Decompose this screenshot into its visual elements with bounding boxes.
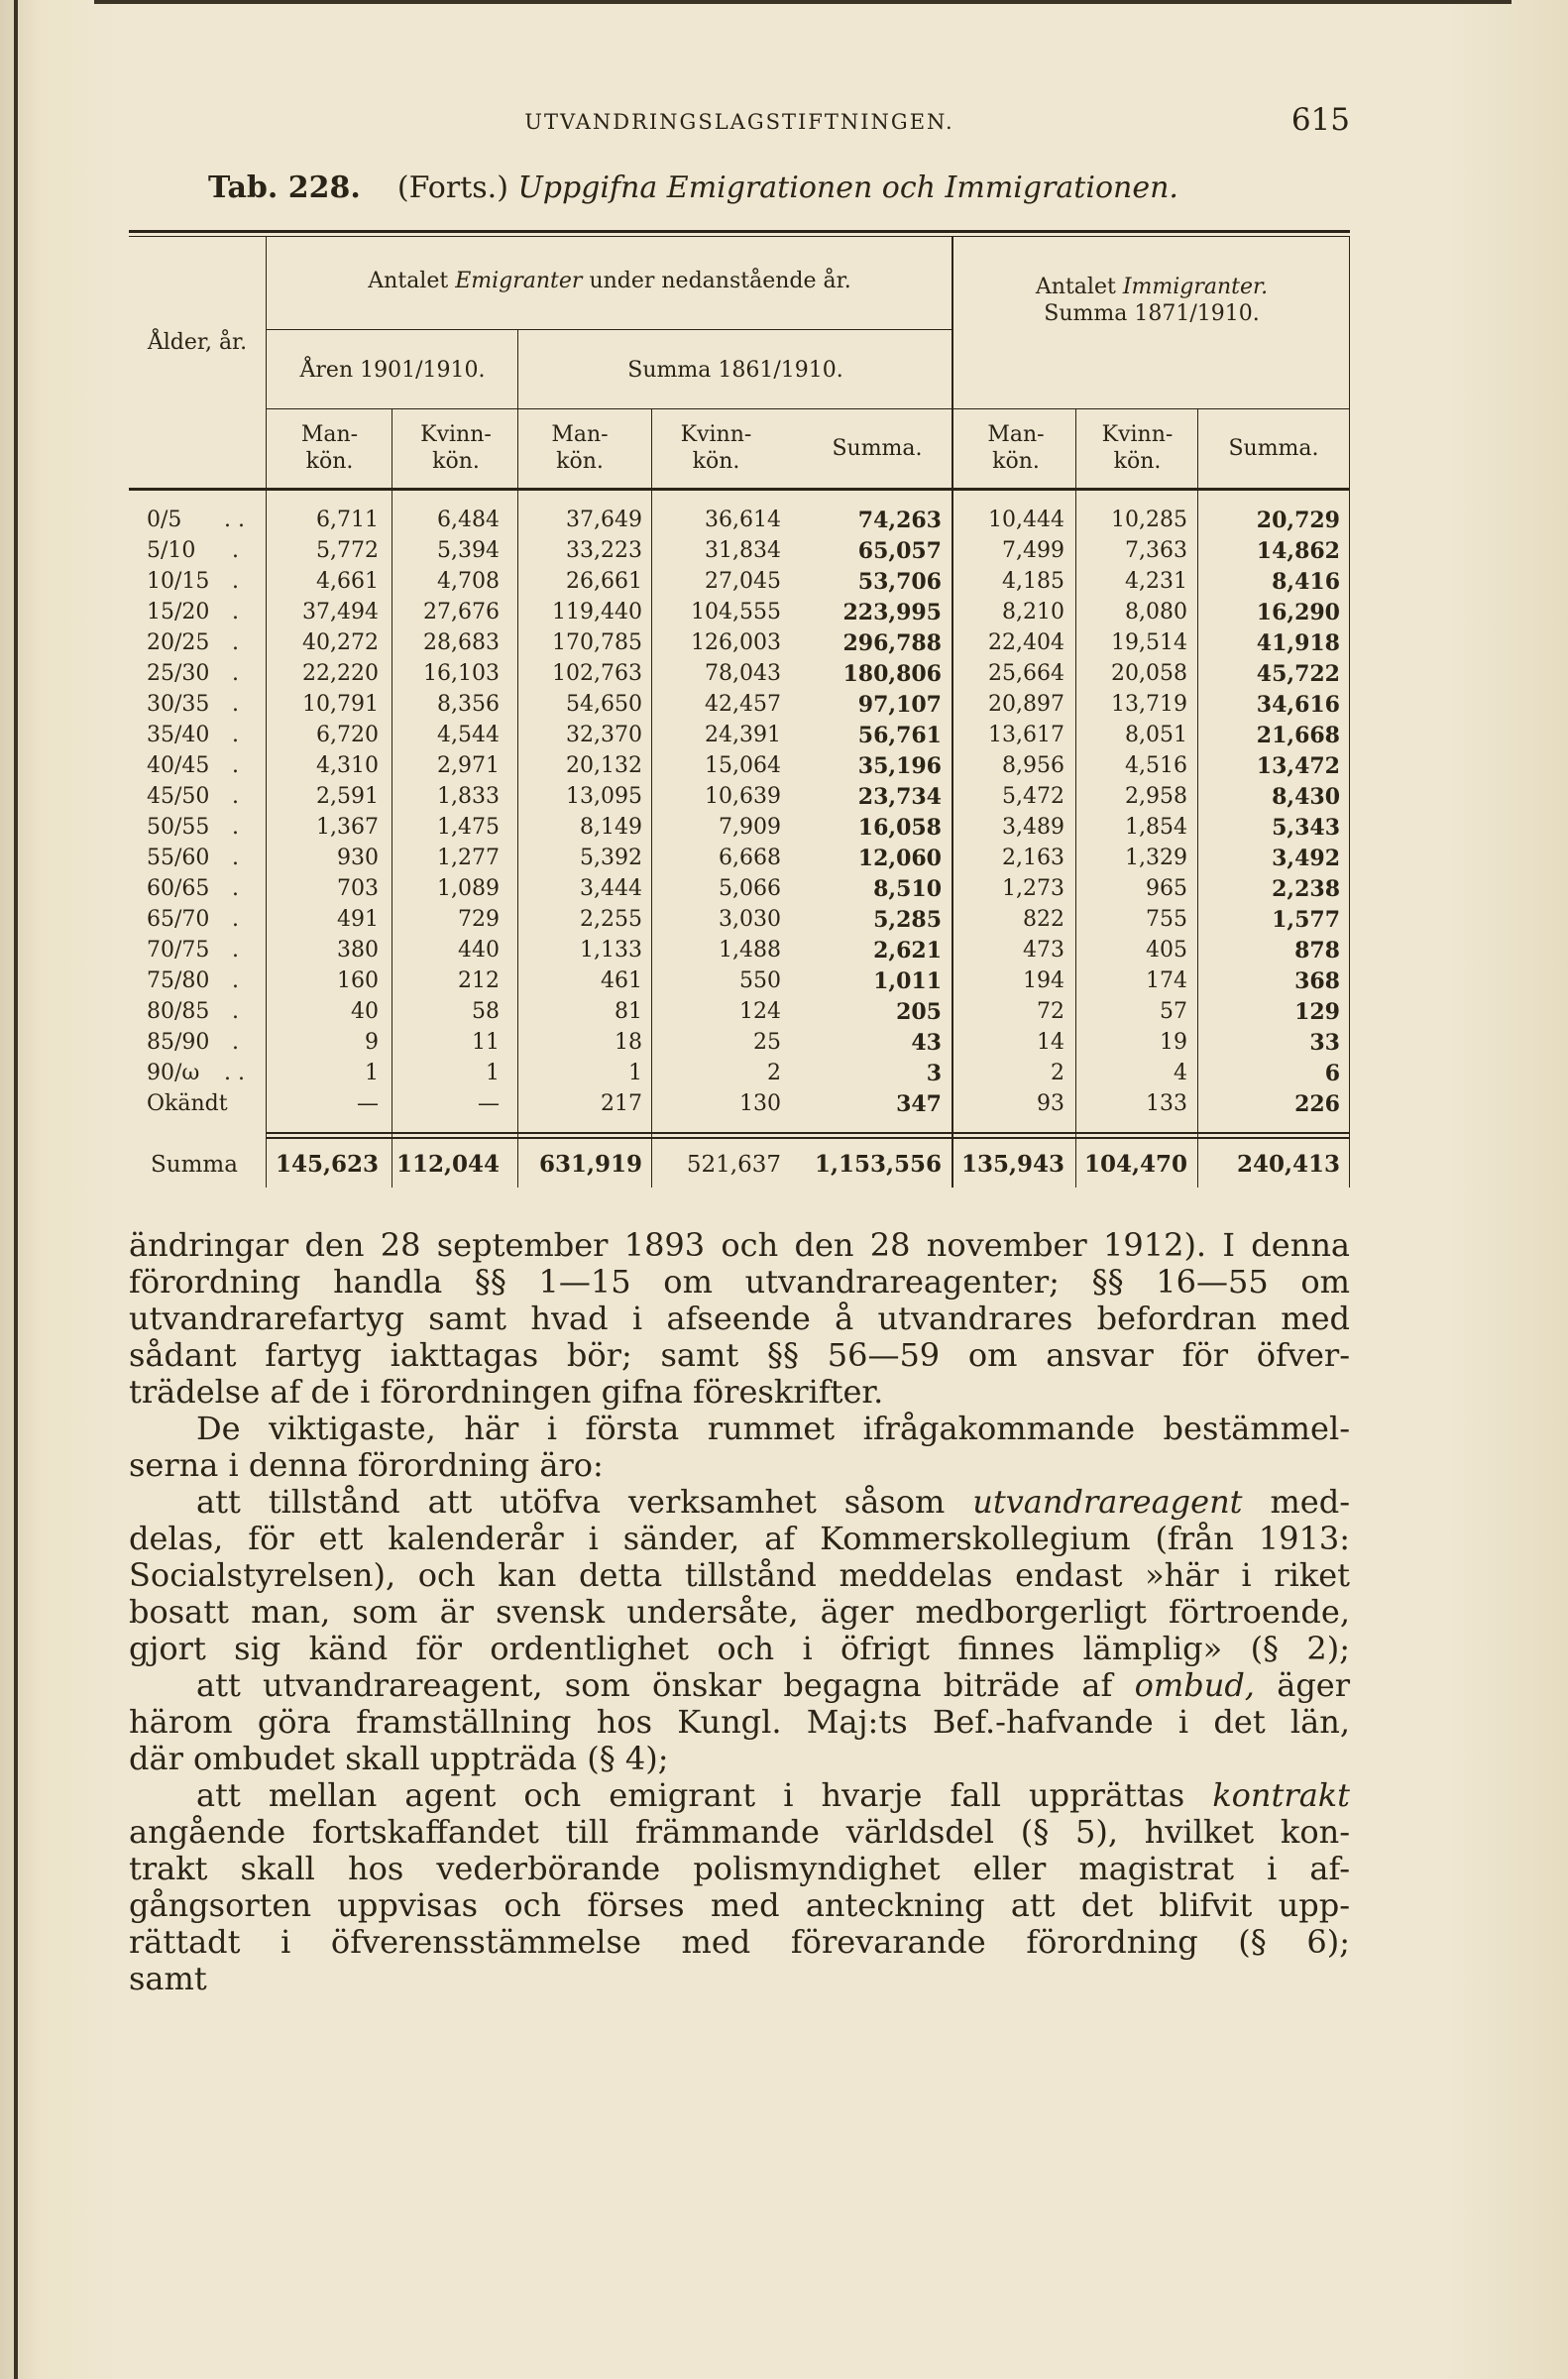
row-cell-e2m: 1,133 <box>580 938 642 963</box>
table-row <box>129 690 1350 720</box>
row-cell-e1m: 40 <box>351 999 379 1024</box>
row-age: 0/5 <box>147 508 182 532</box>
row-cell-is: 41,918 <box>1256 630 1340 656</box>
row-cell-e1k: 8,356 <box>437 692 500 717</box>
row-cell-is: 368 <box>1294 968 1340 994</box>
row-cell-im: 2 <box>1051 1061 1064 1085</box>
paragraph-1: ändringar den 28 september 1893 och den 28 november 1912). I denna förordning handla §§ 1—15 om utvandrareagenter; §§ 16—55 om utvandrarefartyg samt hvad i afseende å utvandrares befordran med sådant fartyg iakttagas bör; samt §§ 56—59 om ansvar för öfver- trädelse af de i förordningen gifna föreskrifter. <box>129 1226 1350 1411</box>
row-cell-e2k: 25 <box>753 1030 781 1055</box>
table-row <box>129 936 1350 965</box>
row-cell-e1m: 4,661 <box>316 569 379 594</box>
header-kvinn-1: Kvinn-kön. <box>420 422 492 474</box>
row-cell-e2m: 26,661 <box>566 569 642 594</box>
row-cell-is: 1,577 <box>1272 907 1340 933</box>
row-cell-e2s: 74,263 <box>857 508 942 533</box>
table-row <box>129 628 1350 658</box>
table-row <box>129 721 1350 750</box>
row-cell-ik: 405 <box>1146 938 1187 963</box>
row-cell-e2k: 5,066 <box>719 876 781 901</box>
row-leader-dots: . <box>232 753 239 778</box>
row-cell-e2m: 119,440 <box>552 600 642 624</box>
header-emigranter: Antalet Emigranter under nedanstående år. <box>368 269 851 293</box>
row-cell-e2k: 126,003 <box>691 630 781 655</box>
row-cell-im: 4,185 <box>1002 569 1064 594</box>
row-leader-dots: . <box>232 846 239 870</box>
row-cell-e1k: 440 <box>458 938 500 963</box>
header-man-1: Man-kön. <box>300 422 359 474</box>
row-age: 90/ω <box>147 1061 200 1085</box>
row-cell-ik: 4,516 <box>1125 753 1187 778</box>
row-cell-e2s: 8,510 <box>873 876 942 902</box>
row-cell-e1m: 22,220 <box>302 661 379 686</box>
row-cell-im: 1,273 <box>1002 876 1064 901</box>
row-age: 55/60 <box>147 846 210 870</box>
row-age: 10/15 <box>147 569 210 594</box>
row-cell-e1m: 5,772 <box>316 538 379 563</box>
row-leader-dots: . <box>232 1030 239 1055</box>
row-age: Okändt <box>147 1091 228 1116</box>
row-cell-e2s: 3 <box>926 1061 942 1086</box>
row-cell-e2k: 31,834 <box>705 538 781 563</box>
caption-title: Uppgifna Emigrationen och Immigrationen. <box>517 170 1178 205</box>
row-cell-is: 878 <box>1294 938 1340 963</box>
row-cell-e1m: 380 <box>337 938 379 963</box>
row-cell-e2k: 2 <box>767 1061 781 1085</box>
row-cell-e1m: 491 <box>337 907 379 932</box>
header-years-1901: Åren 1901/1910. <box>299 358 486 383</box>
row-age: 35/40 <box>147 723 210 747</box>
row-cell-e1k: 4,544 <box>437 723 500 747</box>
row-leader-dots: . <box>232 907 239 932</box>
table-row <box>129 813 1350 843</box>
table-row <box>129 598 1350 627</box>
row-cell-e1k: 6,484 <box>437 508 500 532</box>
row-cell-im: 10,444 <box>988 508 1064 532</box>
row-age: 45/50 <box>147 784 210 809</box>
row-cell-ik: 1,854 <box>1125 815 1187 840</box>
row-cell-e1k: 1,833 <box>437 784 500 809</box>
row-cell-e1m: 160 <box>337 968 379 993</box>
row-age: 60/65 <box>147 876 210 901</box>
header-summa-3: Summa. <box>1228 436 1319 461</box>
row-cell-e2m: 37,649 <box>566 508 642 532</box>
row-cell-e2k: 6,668 <box>719 846 781 870</box>
row-cell-e1m: 4,310 <box>316 753 379 778</box>
row-cell-ik: 8,080 <box>1125 600 1187 624</box>
row-leader-dots: . <box>232 692 239 717</box>
header-age: Ålder, år. <box>147 330 248 355</box>
row-cell-e2m: 18 <box>615 1030 642 1055</box>
row-leader-dots: . <box>232 999 239 1024</box>
row-cell-ik: 19 <box>1160 1030 1187 1055</box>
row-cell-ik: 965 <box>1146 876 1187 901</box>
row-cell-e2m: 170,785 <box>552 630 642 655</box>
row-cell-e1m: 2,591 <box>316 784 379 809</box>
row-cell-e2k: 1,488 <box>719 938 781 963</box>
row-cell-e1m: 1 <box>365 1061 379 1085</box>
running-head <box>129 102 1350 142</box>
total-e2k: 521,637 <box>686 1152 781 1178</box>
row-cell-e2m: 102,763 <box>552 661 642 686</box>
row-cell-e2k: 3,030 <box>719 907 781 932</box>
row-cell-e1k: 1 <box>486 1061 500 1085</box>
row-cell-e2k: 27,045 <box>705 569 781 594</box>
paragraph-2: De viktigaste, här i första rummet ifrågakommande bestämmel- serna i denna förordning äro: <box>129 1410 1350 1484</box>
table-row <box>129 966 1350 996</box>
row-cell-im: 93 <box>1037 1091 1064 1116</box>
header-immigranter: Antalet Immigranter. Summa 1871/1910. <box>1035 275 1269 326</box>
row-cell-e2s: 53,706 <box>857 569 942 595</box>
row-cell-is: 34,616 <box>1256 692 1340 718</box>
table-row <box>129 997 1350 1027</box>
row-cell-is: 6 <box>1324 1061 1340 1086</box>
row-cell-is: 45,722 <box>1256 661 1340 687</box>
row-cell-e2s: 23,734 <box>857 784 942 810</box>
row-cell-e2s: 296,788 <box>842 630 942 656</box>
header-kvinn-2: Kvinn-kön. <box>680 422 752 474</box>
row-cell-is: 13,472 <box>1256 753 1340 779</box>
row-cell-e1m: 37,494 <box>302 600 379 624</box>
row-cell-im: 20,897 <box>988 692 1064 717</box>
row-cell-e1m: 6,720 <box>316 723 379 747</box>
row-cell-e2s: 205 <box>896 999 942 1025</box>
row-cell-is: 3,492 <box>1272 846 1340 871</box>
row-cell-e2m: 32,370 <box>566 723 642 747</box>
total-im: 135,943 <box>960 1151 1064 1178</box>
row-cell-e2m: 54,650 <box>566 692 642 717</box>
row-cell-e2k: 130 <box>739 1091 781 1116</box>
row-cell-e1k: 5,394 <box>437 538 500 563</box>
row-cell-e1m: 9 <box>365 1030 379 1055</box>
row-cell-is: 226 <box>1294 1091 1340 1117</box>
row-age: 15/20 <box>147 600 210 624</box>
paragraph-4: att utvandrareagent, som önskar begagna biträde af ombud, äger härom göra framställning hos Kungl. Maj:ts Bef.-hafvande i det län, där ombudet skall uppträda (§ 4); <box>129 1666 1351 1777</box>
binding-edge <box>14 0 18 2379</box>
row-cell-e1m: 703 <box>337 876 379 901</box>
row-cell-e1m: 10,791 <box>302 692 379 717</box>
row-cell-ik: 19,514 <box>1111 630 1187 655</box>
row-cell-e2m: 81 <box>615 999 642 1024</box>
row-cell-ik: 2,958 <box>1125 784 1187 809</box>
row-cell-e2m: 5,392 <box>580 846 642 870</box>
row-cell-e1k: 58 <box>472 999 500 1024</box>
row-cell-ik: 57 <box>1160 999 1187 1024</box>
row-leader-dots: . <box>232 569 239 594</box>
row-leader-dots: . <box>232 538 239 563</box>
row-cell-e1k: 1,277 <box>437 846 500 870</box>
row-cell-ik: 1,329 <box>1125 846 1187 870</box>
row-cell-im: 8,956 <box>1002 753 1064 778</box>
row-age: 85/90 <box>147 1030 210 1055</box>
row-cell-im: 822 <box>1023 907 1064 932</box>
row-age: 5/10 <box>147 538 196 563</box>
row-leader-dots: . <box>232 661 239 686</box>
header-summa-2: Summa. <box>832 436 923 461</box>
table-row <box>129 1059 1350 1088</box>
row-cell-e2k: 78,043 <box>705 661 781 686</box>
row-cell-e1k: — <box>478 1091 500 1116</box>
row-cell-e2k: 104,555 <box>691 600 781 624</box>
row-cell-e2m: 8,149 <box>580 815 642 840</box>
row-cell-ik: 755 <box>1146 907 1187 932</box>
row-age: 25/30 <box>147 661 210 686</box>
row-cell-is: 14,862 <box>1256 538 1340 564</box>
total-e2s: 1,153,556 <box>814 1151 942 1178</box>
header-summa-1861: Summa 1861/1910. <box>627 358 843 383</box>
row-cell-ik: 174 <box>1146 968 1187 993</box>
row-cell-e2m: 217 <box>601 1091 642 1116</box>
row-cell-e1k: 212 <box>458 968 500 993</box>
row-cell-im: 2,163 <box>1002 846 1064 870</box>
table-row <box>129 905 1350 935</box>
header-kvinn-3: Kvinn-kön. <box>1101 422 1174 474</box>
row-cell-e2s: 43 <box>911 1030 942 1056</box>
row-cell-e1m: 930 <box>337 846 379 870</box>
body-text <box>129 1227 1350 1997</box>
row-cell-im: 25,664 <box>988 661 1064 686</box>
row-cell-is: 129 <box>1294 999 1340 1025</box>
row-cell-im: 72 <box>1037 999 1064 1024</box>
row-cell-e2m: 13,095 <box>566 784 642 809</box>
row-cell-e1k: 2,971 <box>437 753 500 778</box>
row-leader-dots: . . <box>224 508 245 532</box>
row-cell-im: 5,472 <box>1002 784 1064 809</box>
table-row <box>129 782 1350 812</box>
row-cell-e2k: 7,909 <box>719 815 781 840</box>
table-row <box>129 874 1350 904</box>
top-edge-rule <box>94 0 1512 4</box>
table-row <box>129 567 1350 597</box>
total-e1k: 112,044 <box>395 1151 500 1178</box>
caption-forts: (Forts.) <box>396 170 508 205</box>
table-row <box>129 506 1350 535</box>
row-cell-e1k: 1,475 <box>437 815 500 840</box>
row-cell-is: 21,668 <box>1256 723 1340 748</box>
row-cell-e2m: 3,444 <box>580 876 642 901</box>
row-cell-ik: 4 <box>1174 1061 1187 1085</box>
row-cell-e2k: 42,457 <box>705 692 781 717</box>
row-cell-e2k: 124 <box>739 999 781 1024</box>
row-cell-e1k: 11 <box>472 1030 500 1055</box>
row-cell-e2s: 223,995 <box>842 600 942 625</box>
row-leader-dots: . <box>232 600 239 624</box>
row-cell-e2k: 15,064 <box>705 753 781 778</box>
row-leader-dots: . . <box>224 1061 245 1085</box>
header-man-3: Man-kön. <box>987 422 1045 474</box>
row-leader-dots: . <box>232 876 239 901</box>
row-cell-im: 194 <box>1023 968 1064 993</box>
row-cell-e2k: 24,391 <box>705 723 781 747</box>
row-leader-dots: . <box>232 630 239 655</box>
row-cell-is: 2,238 <box>1272 876 1340 902</box>
row-cell-e2s: 2,621 <box>873 938 942 963</box>
table-number: Tab. 228. <box>208 170 361 205</box>
row-cell-e2k: 36,614 <box>705 508 781 532</box>
row-cell-ik: 133 <box>1146 1091 1187 1116</box>
row-age: 80/85 <box>147 999 210 1024</box>
row-cell-ik: 10,285 <box>1111 508 1187 532</box>
row-cell-e2m: 461 <box>601 968 642 993</box>
row-cell-im: 22,404 <box>988 630 1064 655</box>
row-age: 75/80 <box>147 968 210 993</box>
table-row <box>129 751 1350 781</box>
row-cell-ik: 8,051 <box>1125 723 1187 747</box>
row-age: 20/25 <box>147 630 210 655</box>
total-ik: 104,470 <box>1083 1151 1187 1178</box>
row-cell-ik: 13,719 <box>1111 692 1187 717</box>
row-cell-e1k: 729 <box>458 907 500 932</box>
running-title: UTVANDRINGSLAGSTIFTNINGEN. <box>524 110 954 134</box>
row-cell-im: 8,210 <box>1002 600 1064 624</box>
paragraph-3: att tillstånd att utöfva verksamhet såsom utvandrareagent med- delas, för ett kalenderår i sänder, af Kommerskollegium (från 1913: Socialstyrelsen), och kan detta tillstånd meddelas endast »här i riket bosatt man, som är svensk undersåte, äger medborgerligt förtroende, gjort sig känd för ordentlighet och i öfrigt finnes lämplig» (§ 2); <box>129 1483 1351 1667</box>
row-cell-e1m: — <box>357 1091 379 1116</box>
row-cell-im: 13,617 <box>988 723 1064 747</box>
table-row <box>129 844 1350 873</box>
row-cell-e2m: 1 <box>628 1061 642 1085</box>
row-cell-is: 8,416 <box>1272 569 1340 595</box>
row-cell-e2s: 12,060 <box>857 846 942 871</box>
row-leader-dots: . <box>232 815 239 840</box>
row-cell-im: 473 <box>1023 938 1064 963</box>
row-age: 40/45 <box>147 753 210 778</box>
row-cell-e2k: 10,639 <box>705 784 781 809</box>
table-row <box>129 1028 1350 1058</box>
row-cell-e2s: 65,057 <box>857 538 942 564</box>
row-leader-dots: . <box>232 723 239 747</box>
row-age: 50/55 <box>147 815 210 840</box>
row-cell-e2m: 20,132 <box>566 753 642 778</box>
table-row <box>129 536 1350 566</box>
row-cell-e1k: 1,089 <box>437 876 500 901</box>
row-cell-is: 8,430 <box>1272 784 1340 810</box>
row-cell-is: 16,290 <box>1256 600 1340 625</box>
paragraph-5: att mellan agent och emigrant i hvarje fall upprättas kontrakt angående fortskaffandet till främmande världsdel (§ 5), hvilket kon- trakt skall hos vederbörande polismyndighet eller magistrat i af- gångsorten uppvisas och förses med anteckning att det blifvit upp- rättadt i öfverensstämmelse med förevarande förordning (§ 6); samt <box>129 1776 1351 1997</box>
row-age: 70/75 <box>147 938 210 963</box>
page-number: 615 <box>1290 102 1350 138</box>
statistics-table <box>129 230 1350 1191</box>
row-cell-e2s: 56,761 <box>857 723 942 748</box>
row-cell-e2s: 180,806 <box>842 661 942 687</box>
row-leader-dots: . <box>232 938 239 963</box>
row-cell-e1m: 40,272 <box>302 630 379 655</box>
row-cell-e2s: 1,011 <box>873 968 942 994</box>
row-cell-e2k: 550 <box>739 968 781 993</box>
row-age: 65/70 <box>147 907 210 932</box>
table-row <box>129 1089 1350 1119</box>
table-row <box>129 659 1350 689</box>
row-cell-e2s: 35,196 <box>857 753 942 779</box>
row-cell-im: 3,489 <box>1002 815 1064 840</box>
row-cell-is: 33 <box>1309 1030 1340 1056</box>
row-leader-dots: . <box>232 784 239 809</box>
table-total-row <box>129 1150 1350 1180</box>
row-cell-e1k: 27,676 <box>423 600 500 624</box>
total-label: Summa <box>151 1152 238 1178</box>
row-cell-is: 20,729 <box>1256 508 1340 533</box>
row-cell-ik: 7,363 <box>1125 538 1187 563</box>
row-cell-e1k: 28,683 <box>423 630 500 655</box>
row-cell-im: 7,499 <box>1002 538 1064 563</box>
row-cell-e1k: 16,103 <box>423 661 500 686</box>
row-cell-e2m: 33,223 <box>566 538 642 563</box>
row-cell-e1m: 1,367 <box>316 815 379 840</box>
total-is: 240,413 <box>1236 1151 1340 1178</box>
row-cell-e1k: 4,708 <box>437 569 500 594</box>
row-cell-im: 14 <box>1037 1030 1064 1055</box>
row-cell-ik: 20,058 <box>1111 661 1187 686</box>
row-cell-e2s: 97,107 <box>857 692 942 718</box>
row-cell-e1m: 6,711 <box>316 508 379 532</box>
row-cell-e2m: 2,255 <box>580 907 642 932</box>
row-cell-e2s: 5,285 <box>873 907 942 933</box>
row-cell-ik: 4,231 <box>1125 569 1187 594</box>
total-e1m: 145,623 <box>275 1151 379 1178</box>
row-leader-dots: . <box>232 968 239 993</box>
row-cell-is: 5,343 <box>1272 815 1340 841</box>
total-e2m: 631,919 <box>538 1151 642 1178</box>
row-cell-e2s: 16,058 <box>857 815 942 841</box>
row-cell-e2s: 347 <box>896 1091 942 1117</box>
header-man-2: Man-kön. <box>551 422 609 474</box>
table-caption <box>208 170 1178 205</box>
row-age: 30/35 <box>147 692 210 717</box>
